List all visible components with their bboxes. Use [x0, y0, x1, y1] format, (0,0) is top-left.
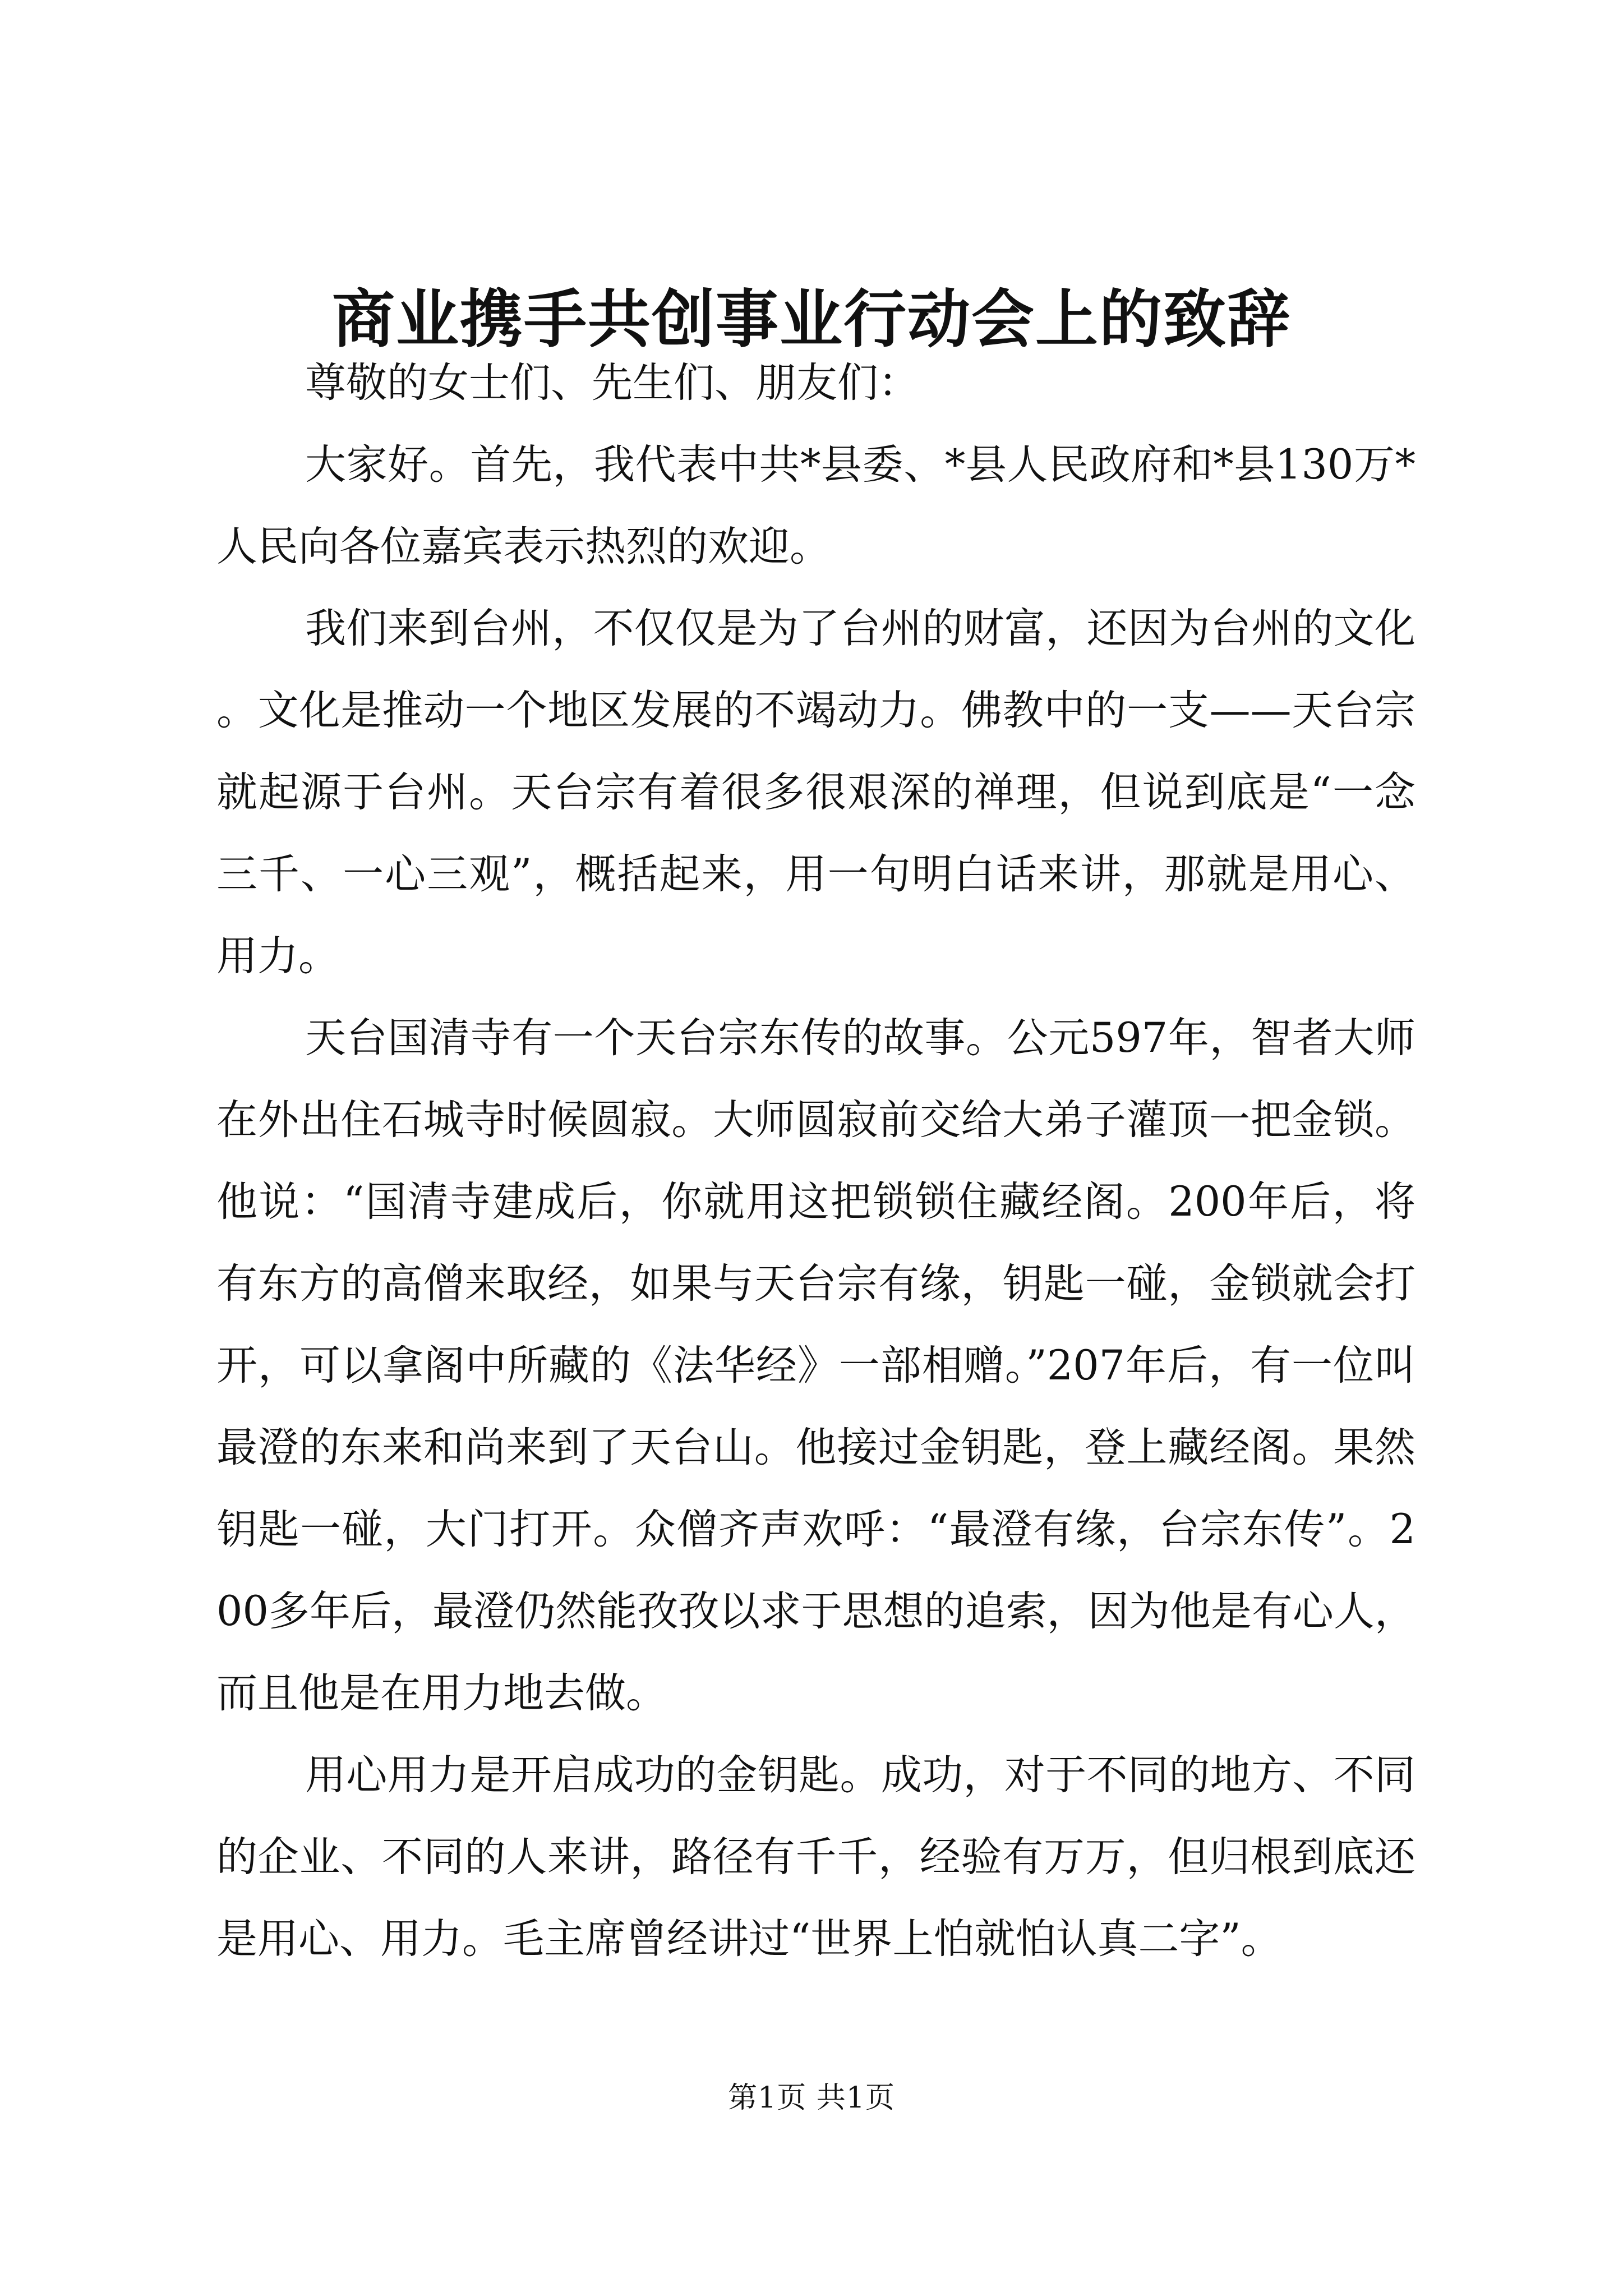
paragraph-welcome: 大家好。首先，我代表中共*县委、*县人民政府和*县130万*人民向各位嘉宾表示热烈的欢迎。	[216, 441, 1415, 570]
page-footer: 第1页 共1页	[728, 2081, 895, 2115]
paragraph-success: 用心用力是开启成功的金钥匙。成功，对于不同的地方、不同的企业、不同的人来讲，路径有千千，经验有万万，但归根到底还是用心、用力。毛主席曾经讲过“世界上怕就怕认真二字”。	[216, 1751, 1415, 1963]
paragraph-salutation: 尊敬的女士们、先生们、朋友们：	[305, 359, 919, 407]
paragraph-culture: 我们来到台州，不仅仅是为了台州的财富，还因为台州的文化。文化是推动一个地区发展的不竭动力。佛教中的一支——天台宗就起源于台州。天台宗有着很多很艰深的禅理，但说到底是“一念三千、一心三观”，概括起来，用一句明白话来讲，那就是用心、用力。	[216, 605, 1415, 980]
paragraph-story: 天台国清寺有一个天台宗东传的故事。公元597年，智者大师在外出住石城寺时候圆寂。大师圆寂前交给大弟子灌顶一把金锁。他说：“国清寺建成后，你就用这把锁锁住藏经阁。200年后，将有东方的高僧来取经，如果与天台宗有缘，钥匙一碰，金锁就会打开，可以拿阁中所藏的《法华经》一部相赠。”207年后，有一位叫最澄的东来和尚来到了天台山。他接过金钥匙，登上藏经阁。果然钥匙一碰，大门打开。众僧齐声欢呼：“最澄有缘，台宗东传”。200多年后，最澄仍然能孜孜以求于思想的追索，因为他是有心人，而且他是在用力地去做。	[216, 1014, 1415, 1717]
document-title: 商业携手共创事业行动会上的致辞	[332, 283, 1291, 356]
document-body	[216, 342, 1415, 1980]
